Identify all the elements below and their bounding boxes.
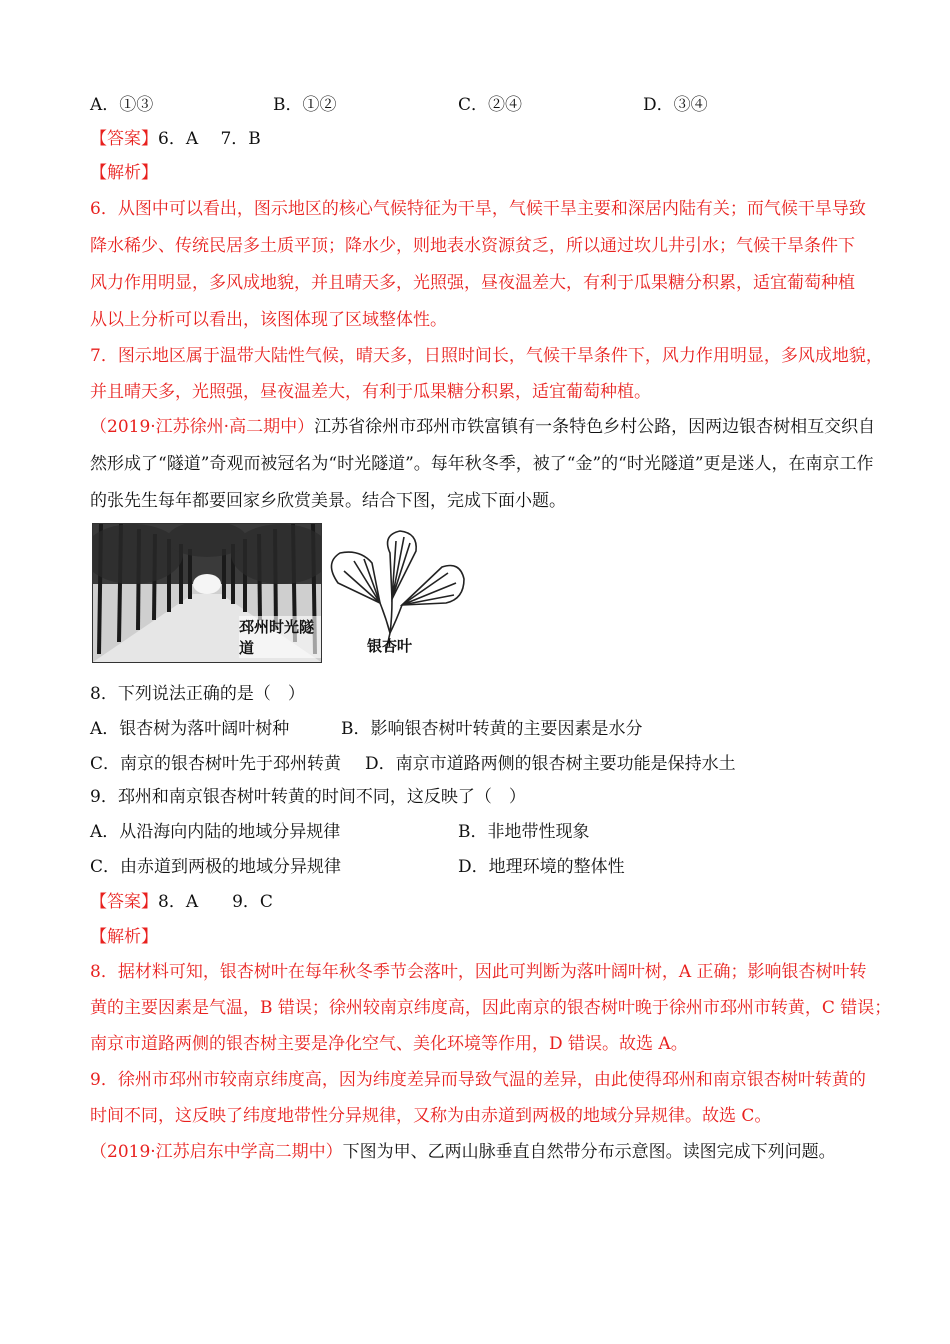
passage-line-3: 的张先生每年都要回家乡欣赏美景。结合下图，完成下面小题。 bbox=[90, 491, 566, 511]
q8-option-c: C．南京的银杏树叶先于邳州转黄 bbox=[90, 754, 342, 774]
analysis-line: 降水稀少、传统民居多土质平顶；降水少，则地表水资源贫乏，所以通过坎儿井引水；气候干旱条件下 bbox=[90, 236, 855, 256]
q8-stem: 8．下列说法正确的是（ ） bbox=[90, 684, 305, 704]
q9-option-b: B．非地带性现象 bbox=[458, 822, 590, 842]
answer-tag: 【答案】 bbox=[90, 129, 158, 149]
q9-option-d: D．地理环境的整体性 bbox=[458, 857, 625, 877]
photo-caption: 邳州时光隧道 bbox=[239, 616, 321, 658]
option-a: A．①③ bbox=[90, 95, 154, 115]
q9-stem: 9．邳州和南京银杏树叶转黄的时间不同，这反映了（ ） bbox=[90, 787, 526, 807]
answer-line-1 bbox=[90, 128, 261, 150]
q8-option-a: A．银杏树为落叶阔叶树种 bbox=[90, 719, 290, 739]
figure bbox=[92, 523, 492, 665]
analysis-tag: 【解析】 bbox=[90, 163, 158, 183]
passage-text: 江苏省徐州市邳州市铁富镇有一条特色乡村公路，因两边银杏树相互交织自 bbox=[314, 417, 876, 437]
answer-line-2 bbox=[90, 891, 273, 913]
option-d: D．③④ bbox=[643, 95, 708, 115]
passage2-line bbox=[90, 1141, 836, 1163]
analysis-line: 黄的主要因素是气温，B 错误；徐州较南京纬度高，因此南京的银杏树叶晚于徐州市邳州市转黄，C 错误； bbox=[90, 998, 892, 1018]
analysis-line: 7．图示地区属于温带大陆性气候，晴天多，日照时间长，气候干旱条件下，风力作用明显，多风成地貌， bbox=[90, 346, 883, 366]
tunnel-photo bbox=[92, 523, 322, 663]
analysis-line: 8．据材料可知，银杏树叶在每年秋冬季节会落叶，因此可判断为落叶阔叶树，A 正确；影响银杏树叶转 bbox=[90, 962, 867, 982]
q9-option-a: A．从沿海向内陆的地域分异规律 bbox=[90, 822, 341, 842]
analysis-line: 6．从图中可以看出，图示地区的核心气候特征为干旱，气候干旱主要和深居内陆有关；而气候干旱导致 bbox=[90, 199, 866, 219]
analysis-line: 9．徐州市邳州市较南京纬度高，因为纬度差异而导致气温的差异，由此使得邳州和南京银杏树叶转黄的 bbox=[90, 1070, 866, 1090]
passage-line-1 bbox=[90, 416, 875, 438]
answer-tag: 【答案】 bbox=[90, 892, 158, 912]
analysis-line: 时间不同，这反映了纬度地带性分异规律，又称为由赤道到两极的地域分异规律。故选 C。 bbox=[90, 1106, 772, 1126]
passage-line-2: 然形成了“隧道”奇观而被冠名为“时光隧道”。每年秋冬季，被了“金”的“时光隧道”更是迷人，在南京工作 bbox=[90, 454, 874, 474]
q8-option-d: D．南京市道路两侧的银杏树主要功能是保持水土 bbox=[365, 754, 736, 774]
analysis-line: 从以上分析可以看出，该图体现了区域整体性。 bbox=[90, 310, 447, 330]
answer-text: 6．A 7．B bbox=[158, 129, 261, 149]
analysis-line: 风力作用明显，多风成地貌，并且晴天多，光照强，昼夜温差大，有利于瓜果糖分积累，适宜葡萄种植 bbox=[90, 273, 855, 293]
q8-option-b: B．影响银杏树叶转黄的主要因素是水分 bbox=[341, 719, 643, 739]
answer-text: 8．A 9．C bbox=[158, 892, 273, 912]
leaf-caption: 银杏叶 bbox=[367, 637, 413, 655]
analysis-line: 南京市道路两侧的银杏树主要是净化空气、美化环境等作用，D 错误。故选 A。 bbox=[90, 1034, 688, 1054]
q9-option-c: C．由赤道到两极的地域分异规律 bbox=[90, 857, 342, 877]
passage2-text: 下图为甲、乙两山脉垂直自然带分布示意图。读图完成下列问题。 bbox=[342, 1142, 836, 1162]
analysis-line: 并且晴天多，光照强，昼夜温差大，有利于瓜果糖分积累，适宜葡萄种植。 bbox=[90, 382, 651, 402]
passage2-source: （2019·江苏启东中学高二期中） bbox=[90, 1142, 343, 1162]
option-c: C．②④ bbox=[458, 95, 523, 115]
option-b: B．①② bbox=[273, 95, 337, 115]
passage-source: （2019·江苏徐州·高二期中） bbox=[90, 417, 315, 437]
analysis-tag: 【解析】 bbox=[90, 927, 158, 947]
